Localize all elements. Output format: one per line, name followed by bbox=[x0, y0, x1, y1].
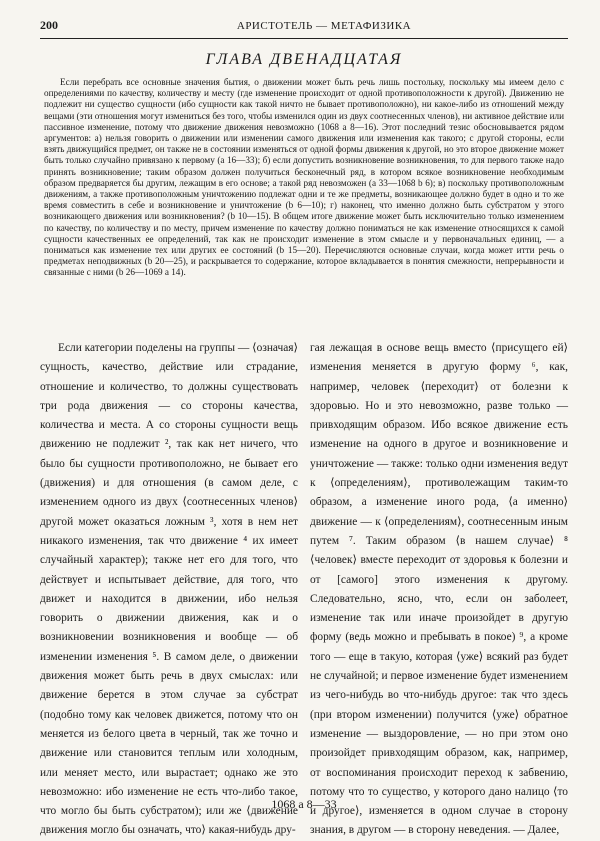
page bbox=[40, 18, 568, 837]
chapter-summary: Если перебрать все основные значения бытия, о движении может быть речь лишь постольку, поскольку мы имеем дело с определениями по качеству, количеству и месту (где изменение происходит от одной противоположности к другой). Движению не подлежит ни существо сущности (ибо сущности как такой ничто не бывает противоположно), ни какое-либо из отношений между вещами (эти отношения могут измениться без того, чтобы изменился один из двух соотнесенных членов), ни активное действие или пассивное изменение, потому что движение движения невозможно (1068 a 8—16). Этот последний тезис обосновывается рядом аргументов: а) нельзя говорить о движении или изменении самого движения или изменения как такого; с другой стороны, если взять движущийся предмет, он также не в состоянии изменяться от одной формы движения к другой, но это второе движение может быть только случайно привязано к первому (a 16—33); б) если допустить возникновение возникновения, то для первого также надо принять возникновение; таким образом должен получиться бесконечный ряд, в котором всякое возникновение необходимым образом предваряется бы другим, лежащим в его основе; а такой ряд невозможен (a 33—1068 b 6); в) поскольку противоположным движениям, а также противоположным уничтожению подлежат одни и те же предметы, возникающее должно будет в одно и то же время совместить в себе и возникновение и уничтожение (b 6—10); г) наконец, что именно должно быть субстратом у этого возникающего движения или возникновения? (b 10—15). В общем итоге движение может быть исключительно только изменением по качеству, по количеству и по месту, причем изменение по качеству должно пониматься не как изменение относящихся к самой сущности качественных ее определений, так как не происходит изменение в этом смысле и у первоначальных единиц, — а пониматься как изменение тех или других ее состояний (b 15—20). Перечисляются основные случаи, когда может итти речь о предметах неподвижных (b 20—25), и раскрывается то содержание, которое вкладывается в понятия смежности, непрерывности и связанные с ними (b 26—1069 a 14). bbox=[44, 77, 564, 278]
page-number: 200 bbox=[40, 18, 58, 32]
bekker-reference: 1068 a 8—33 bbox=[271, 797, 337, 811]
text-column-left: Если категории поделены на группы — ⟨означая⟩ сущность, качество, действие или страдание, отношение и количество, то должны существовать три рода движения — со стороны качества, количества и места. А со стороны сущности вещь движению не подлежит ², так как нет ничего, что было бы сущности противоположно, не бывает его (движения) и для отношения (в самом деле, с изменением одного из двух ⟨соотнесенных членов⟩ другой может оказаться ложным ³, хотя в нем нет никакого изменения, так что движение ⁴ их имеет случайный характер); также нет его для того, что действует и испытывает действие, для того, что движет и находится в движении, ибо нельзя говорить о движении движения, как и о возникновении возникновения и вообще — об изменении изменения ⁵. В самом деле, о движении движения может быть речь в двух смыслах: или движение берется в этом случае за субстрат (подобно тому как человек движется, потому что он меняется из белого цвета в черный, так же точно и движение или становится теплым или холодным, или меняет место, или вырастает; однако же это невозможно: ибо изменение не есть что-либо такое, что могло бы быть субстратом); или же ⟨движение движения могло бы означать, что⟩ какая-нибудь дру- bbox=[40, 342, 298, 837]
running-head-title: АРИСТОТЕЛЬ — МЕТАФИЗИКА bbox=[236, 20, 412, 32]
running-header bbox=[40, 18, 568, 39]
chapter-title: ГЛАВА ДВЕНАДЦАТАЯ bbox=[205, 51, 403, 68]
text-column-right: гая лежащая в основе вещь вместо ⟨присущего ей⟩ изменения меняется в другую форму ⁶, как, например, человек ⟨переходит⟩ от болезни к здоровью. Но и это невозможно, разве только — привходящим образом. Ибо всякое движение есть изменение на одного в другое и возникновение и уничтожение — также: только одни изменения ведут к ⟨определениям⟩, противолежащим таким-то образом, а изменение иного рода, ⟨а именно⟩ движение — к ⟨определениям⟩, соотнесенным иным путем ⁷. Таким образом ⟨в нашем случае⟩ ⁸ ⟨человек⟩ вместе переходит от здоровья к болезни и от [самого] этого изменения к другому. Следовательно, ясно, что, если он заболеет, изменение так или иначе произойдет в другую форму (ведь можно и пребывать в покое) ⁹, а кроме того — еще в такую, которая ⟨уже⟩ всякий раз будет не случайной; и первое изменение будет изменением из чего-нибудь во что-нибудь другое: так что здесь (при втором изменении) получится ⟨уже⟩ обратное изменение — выздоровление, — но при этом оно произойдет привходящим образом, как, например, от воспоминания происходит переход к забвению, потому что то существо, у которого дано налицо ⟨то и другое⟩, изменяется в одном случае в сторону знания, в другом — в сторону неведения. — Далее, bbox=[310, 342, 568, 837]
